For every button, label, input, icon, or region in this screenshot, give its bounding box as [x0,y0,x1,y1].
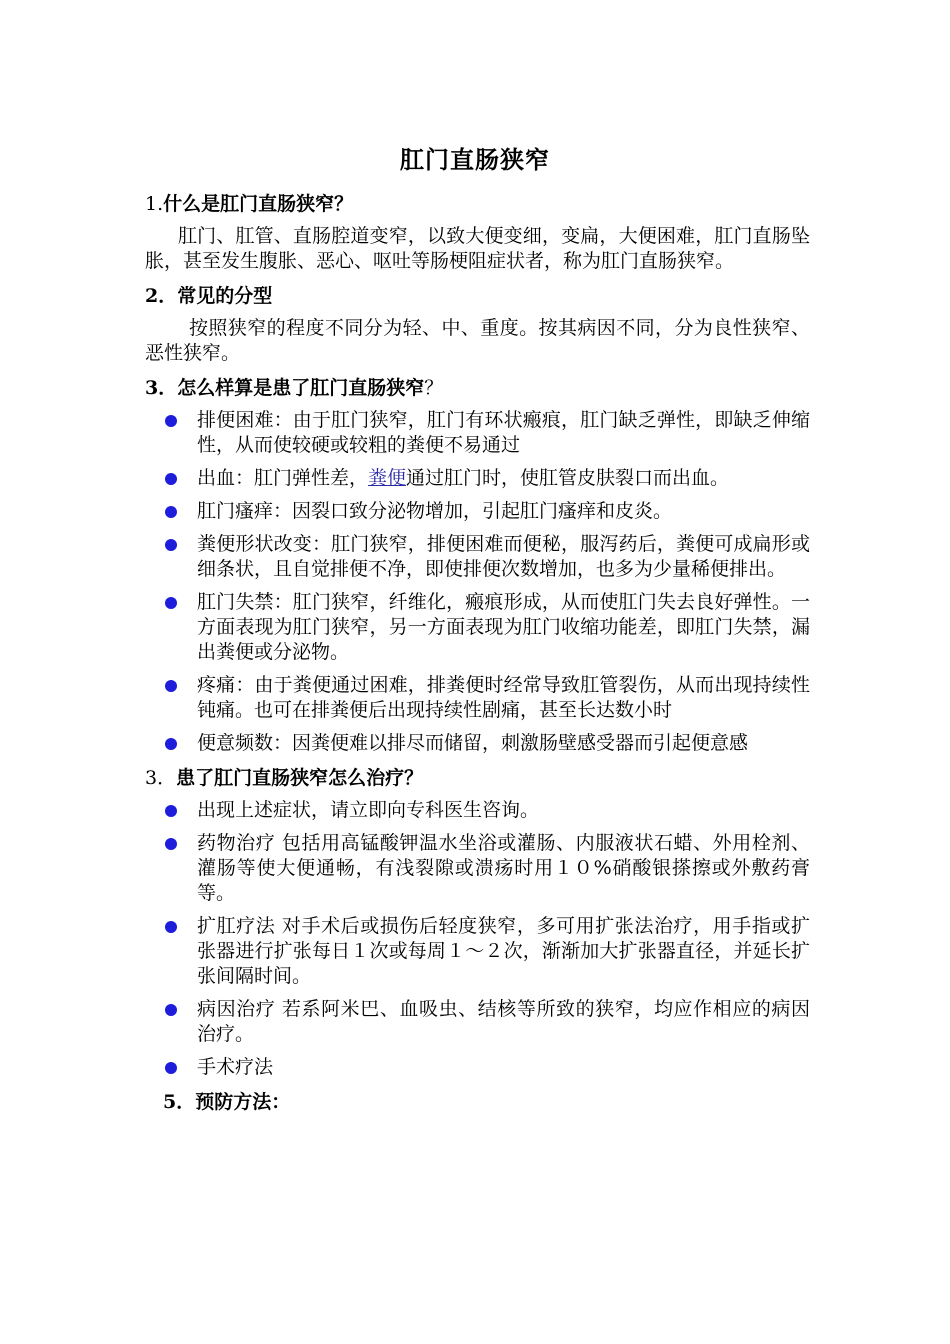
list-item: 出现上述症状，请立即向专科医生咨询。 [145,798,810,823]
list-item: 扩肛疗法 对手术后或损伤后轻度狭窄，多可用扩张法治疗，用手指或扩张器进行扩张每日１次或每周１～２次，渐渐加大扩张器直径，并延长扩张间隔时间。 [145,914,810,989]
document-body [145,190,810,1122]
page-title: 肛门直肠狭窄 [400,145,550,174]
list-item: 药物治疗 包括用高锰酸钾温水坐浴或灌肠、内服液状石蜡、外用栓剂、灌肠等使大便通畅，有浅裂隙或溃疡时用１０%硝酸银搽擦或外敷药膏等。 [145,831,810,906]
bullet-icon [165,415,177,427]
section-heading-5: 5．预防方法： [163,1091,291,1113]
bullet-icon [165,1062,177,1074]
bullet-icon [165,680,177,692]
bullet-icon [165,1004,177,1016]
bullet-icon [165,539,177,551]
feces-link[interactable]: 粪便 [368,467,407,489]
list-item: 出血：肛门弹性差，粪便通过肛门时，使肛管皮肤裂口而出血。 [145,466,810,491]
section-heading-3: 3．怎么样算是患了肛门直肠狭窄？ [145,377,444,399]
bullet-icon [165,921,177,933]
list-item: 便意频数：因粪便难以排尽而储留，刺激肠壁感受器而引起便意感 [145,731,810,756]
section-heading-2: 2．常见的分型 [145,285,273,307]
bullet-icon [165,805,177,817]
list-item: 粪便形状改变：肛门狭窄，排便困难而便秘，服泻药后，粪便可成扁形或细条状，且自觉排便不净，即使排便次数增加，也多为少量稀便排出。 [145,532,810,582]
section-heading-1: 1.什么是肛门直肠狭窄？ [145,193,354,215]
bullet-icon [165,473,177,485]
treatment-list [145,798,810,1080]
bullet-icon [165,838,177,850]
list-item: 排便困难：由于肛门狭窄，肛门有环状瘢痕，肛门缺乏弹性，即缺乏伸缩性，从而使较硬或较粗的粪便不易通过 [145,408,810,458]
symptom-list [145,408,810,756]
section-paragraph-2: 按照狭窄的程度不同分为轻、中、重度。按其病因不同，分为良性狭窄、恶性狭窄。 [145,317,810,364]
list-item: 病因治疗 若系阿米巴、血吸虫、结核等所致的狭窄，均应作相应的病因治疗。 [145,997,810,1047]
section-heading-4: 3．患了肛门直肠狭窄怎么治疗？ [145,767,424,789]
list-item: 肛门失禁：肛门狭窄，纤维化，瘢痕形成，从而使肛门失去良好弹性。一方面表现为肛门狭窄，另一方面表现为肛门收缩功能差，即肛门失禁，漏出粪便或分泌物。 [145,590,810,665]
bullet-icon [165,597,177,609]
bullet-icon [165,506,177,518]
list-item: 手术疗法 [145,1055,810,1080]
bullet-icon [165,738,177,750]
list-item: 疼痛：由于粪便通过困难，排粪便时经常导致肛管裂伤，从而出现持续性钝痛。也可在排粪便后出现持续性剧痛，甚至长达数小时 [145,673,810,723]
section-paragraph-1: 肛门、肛管、直肠腔道变窄，以致大便变细，变扁，大便困难，肛门直肠坠胀，甚至发生腹胀、恶心、呕吐等肠梗阻症状者，称为肛门直肠狭窄。 [145,225,810,272]
list-item: 肛门瘙痒：因裂口致分泌物增加，引起肛门瘙痒和皮炎。 [145,499,810,524]
